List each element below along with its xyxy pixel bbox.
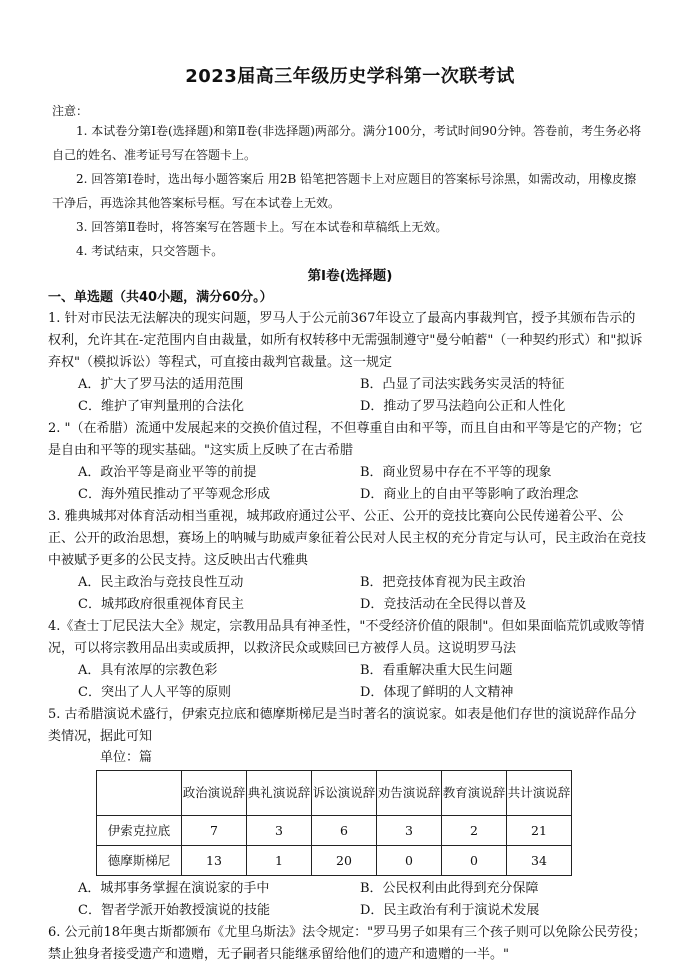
table-header-cell: 教育演说辞 — [442, 771, 507, 816]
table-cell: 6 — [312, 816, 377, 846]
option-grid — [78, 660, 648, 704]
table-cell: 3 — [377, 816, 442, 846]
table-cell: 3 — [247, 816, 312, 846]
table-header-cell: 共计演说辞 — [507, 771, 572, 816]
option-grid — [78, 572, 648, 616]
option-a: A．扩大了罗马法的适用范围 — [78, 377, 244, 392]
option-b: B．把竞技体育视为民主政治 — [360, 575, 526, 590]
question-4 — [48, 616, 648, 704]
table-row — [97, 816, 572, 846]
notice-item: 2. 回答第Ⅰ卷时，选出每小题答案后 用2B 铅笔把答题卡上对应题目的答案标号涂黑，如需改动，用橡皮擦干净后，再选涂其他答案标号框。写在本试卷上无效。 — [52, 172, 637, 210]
table-header-cell: 典礼演说辞 — [247, 771, 312, 816]
option-a: A．政治平等是商业平等的前提 — [78, 465, 257, 480]
table-header-cell — [97, 771, 182, 816]
table-cell: 13 — [182, 846, 247, 876]
question-5 — [48, 704, 648, 922]
option-c: C．突出了人人平等的原则 — [78, 685, 231, 700]
option-d: D．商业上的自由平等影响了政治理念 — [360, 487, 579, 502]
speech-table — [96, 770, 572, 876]
option-b: B．看重解决重大民生问题 — [360, 663, 513, 678]
table-cell: 德摩斯梯尼 — [97, 846, 182, 876]
table-cell: 伊索克拉底 — [97, 816, 182, 846]
table-header-row — [97, 771, 572, 816]
option-c: C．城邦政府很重视体育民主 — [78, 597, 244, 612]
question-1 — [48, 308, 648, 418]
question-stem: 4.《查士丁尼民法大全》规定，宗教用品具有神圣性，"不受经济价值的限制"。但如果面临荒饥或败等情况，可以将宗教用品出卖或质押，以救济民众或赎回已方被俘人员。这说明罗马法 — [48, 619, 645, 656]
option-grid — [78, 462, 648, 506]
exam-page — [48, 0, 648, 966]
table-cell: 21 — [507, 816, 572, 846]
question-stem: 1. 针对市民法无法解决的现实问题，罗马人于公元前367年设立了最高内事裁判官，授予其颁布告示的权利，允许其在-定范围内自由裁量，如所有权转移中无需强制遵守"曼兮帕蓄"（一种契约形式）和"拟诉弃权"（模拟诉讼）等程式，可直接由裁判官裁量。这一规定 — [48, 311, 643, 370]
option-d: D．民主政治有利于演说术发展 — [360, 903, 540, 918]
question-3 — [48, 506, 648, 616]
option-d: D．体现了鲜明的人文精神 — [360, 685, 514, 700]
question-6 — [48, 922, 648, 966]
option-c: C．海外殖民推动了平等观念形成 — [78, 487, 270, 502]
notice-item: 4. 考试结束，只交答题卡。 — [76, 244, 224, 258]
option-b: B．凸显了司法实践务实灵活的特征 — [360, 377, 565, 392]
option-b: B．商业贸易中存在不平等的现象 — [360, 465, 552, 480]
option-b: B．公民权利由此得到充分保障 — [360, 881, 539, 896]
table-cell: 0 — [442, 846, 507, 876]
part-title: 一、单选题（共40小题，满分60分。） — [48, 290, 273, 305]
option-a: A．城邦事务掌握在演说家的手中 — [78, 881, 270, 896]
table-header-cell: 劝告演说辞 — [377, 771, 442, 816]
question-stem: 2. "（在希腊）流通中发展起来的交换价值过程，不但尊重自由和平等，而且自由和平等是它的产物；它是自由和平等的现实基础。"这实质上反映了在古希腊 — [48, 421, 643, 458]
question-stem: 5. 古希腊演说术盛行，伊索克拉底和德摩斯梯尼是当时著名的演说家。如表是他们存世的演说辞作品分类情况，据此可知 — [48, 707, 637, 744]
table-unit-label: 单位：篇 — [100, 750, 153, 765]
option-grid — [78, 878, 648, 922]
table-cell: 0 — [377, 846, 442, 876]
table-cell: 1 — [247, 846, 312, 876]
notice-list — [52, 119, 648, 263]
exam-title: 2023届高三年级历史学科第一次联考试 — [185, 66, 515, 87]
notice-heading: 注意： — [52, 104, 89, 118]
section-title: 第Ⅰ卷(选择题) — [307, 268, 393, 284]
option-a: A．具有浓厚的宗教色彩 — [78, 663, 218, 678]
option-c: C．智者学派开始教授演说的技能 — [78, 903, 270, 918]
table-cell: 7 — [182, 816, 247, 846]
option-a: A．民主政治与竞技良性互动 — [78, 575, 244, 590]
table-cell: 2 — [442, 816, 507, 846]
question-stem: 3. 雅典城邦对体育活动相当重视，城邦政府通过公平、公正、公开的竞技比赛向公民传递着公平、公正、公开的政治思想，赛场上的呐喊与助威声象征着公民对人民主权的充分肯定与认可，民主政治在竞技中被赋予更多的公民支持。这反映出古代雅典 — [48, 509, 647, 568]
table-header-cell: 诉讼演说辞 — [312, 771, 377, 816]
table-row — [97, 846, 572, 876]
table-header-cell: 政治演说辞 — [182, 771, 247, 816]
notice-item: 1. 本试卷分第Ⅰ卷(选择题)和第Ⅱ卷(非选择题)两部分。满分100分，考试时间90分钟。答卷前，考生务必将自己的姓名、准考证号写在答题卡上。 — [52, 124, 642, 162]
option-grid — [78, 374, 648, 418]
question-stem: 6. 公元前18年奥古斯都颁布《尤里乌斯法》法令规定："罗马男子如果有三个孩子则可以免除公民劳役；禁止独身者接受遗产和遗赠，无子嗣者只能继承留给他们的遗产和遗赠的一半。" — [48, 925, 647, 962]
option-c: C．维护了审判量刑的合法化 — [78, 399, 244, 414]
notice-item: 3. 回答第Ⅱ卷时，将答案写在答题卡上。写在本试卷和草稿纸上无效。 — [76, 220, 448, 234]
option-d: D．竞技活动在全民得以普及 — [360, 597, 527, 612]
table-cell: 34 — [507, 846, 572, 876]
question-2 — [48, 418, 648, 506]
table-cell: 20 — [312, 846, 377, 876]
option-d: D．推动了罗马法趋向公正和人性化 — [360, 399, 566, 414]
